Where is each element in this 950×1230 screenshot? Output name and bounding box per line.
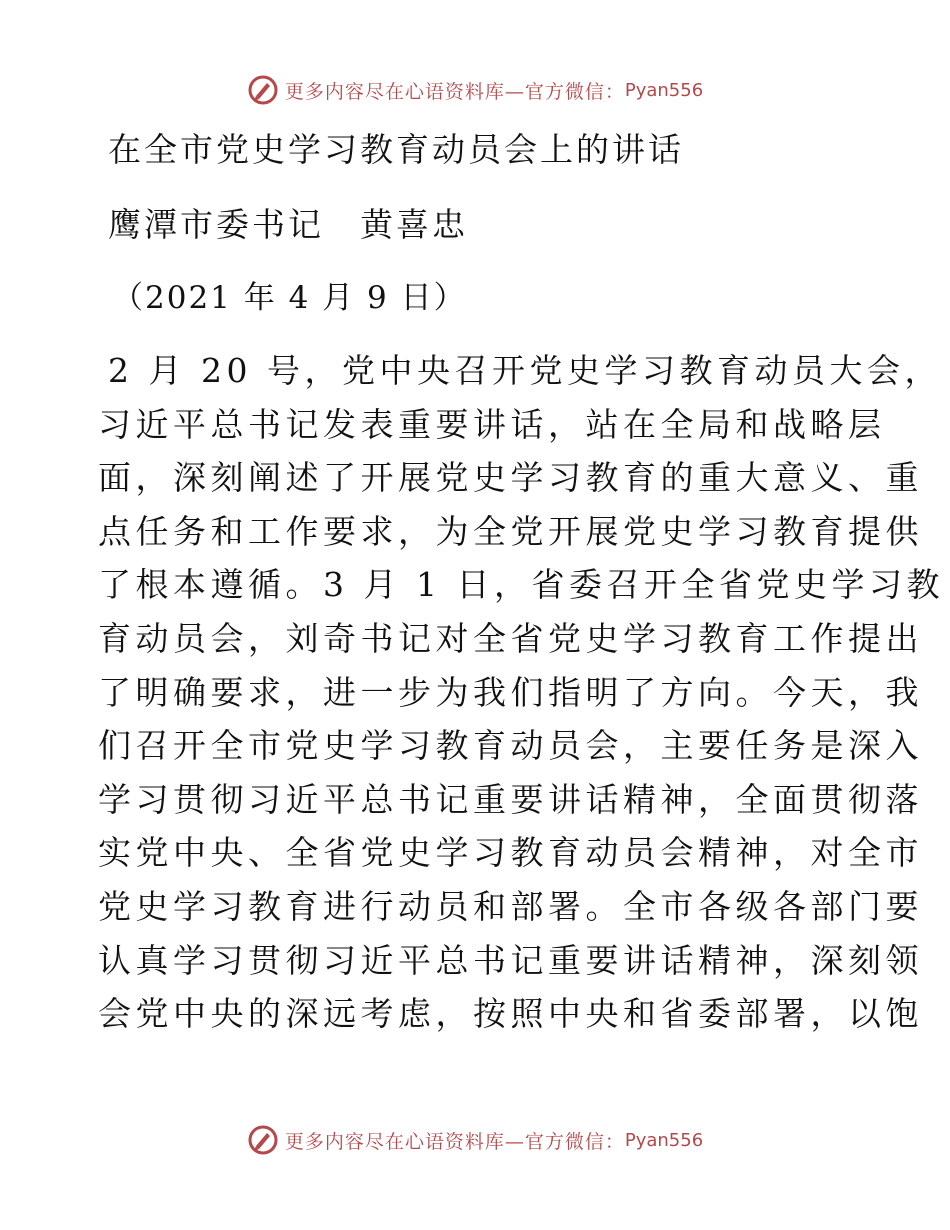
body-line: 会党中央的深远考虑，按照中央和省委部署，以饱 xyxy=(98,994,923,1034)
author-name: 黄喜忠 xyxy=(360,205,468,244)
document-title: 在全市党史学习教育动员会上的讲话 xyxy=(108,130,684,169)
body-line: 了明确要求，进一步为我们指明了方向。今天，我 xyxy=(98,672,923,712)
pen-logo-icon xyxy=(247,1124,279,1156)
author-line xyxy=(108,199,468,246)
body-line: 们召开全市党史学习教育动员会，主要任务是深入 xyxy=(98,726,923,766)
author-title: 鹰潭市委书记 xyxy=(108,205,324,244)
footer-watermark xyxy=(0,1120,950,1160)
watermark-text: 更多内容尽在心语资料库—官方微信： xyxy=(284,1130,625,1153)
body-line: 面，深刻阐述了开展党史学习教育的重大意义、重 xyxy=(98,458,923,498)
body-line: 学习贯彻习近平总书记重要讲话精神，全面贯彻落 xyxy=(98,779,923,819)
body-line: 实党中央、全省党史学习教育动员会精神，对全市 xyxy=(98,833,923,873)
body-line: 点任务和工作要求，为全党开展党史学习教育提供 xyxy=(98,511,923,551)
speech-date: （2021 年 4 月 9 日） xyxy=(112,280,467,316)
speech-body xyxy=(98,344,944,1041)
body-line: 2 月 20 号，党中央召开党史学习教育动员大会， xyxy=(108,351,942,390)
watermark-wechat-id: Pyan556 xyxy=(624,1129,704,1151)
header-watermark xyxy=(0,70,950,110)
body-line: 党史学习教育进行动员和部署。全市各级各部门要 xyxy=(98,886,923,926)
body-line: 育动员会，刘奇书记对全省党史学习教育工作提出 xyxy=(98,618,923,658)
body-line: 了根本遵循。3 月 1 日，省委召开全省党史学习教 xyxy=(98,565,944,605)
body-line: 认真学习贯彻习近平总书记重要讲话精神，深刻领 xyxy=(98,940,923,980)
body-line: 习近平总书记发表重要讲话，站在全局和战略层 xyxy=(98,404,886,444)
watermark-text: 更多内容尽在心语资料库—官方微信： xyxy=(284,80,625,103)
pen-logo-icon xyxy=(247,74,279,106)
watermark-wechat-id: Pyan556 xyxy=(624,79,704,101)
